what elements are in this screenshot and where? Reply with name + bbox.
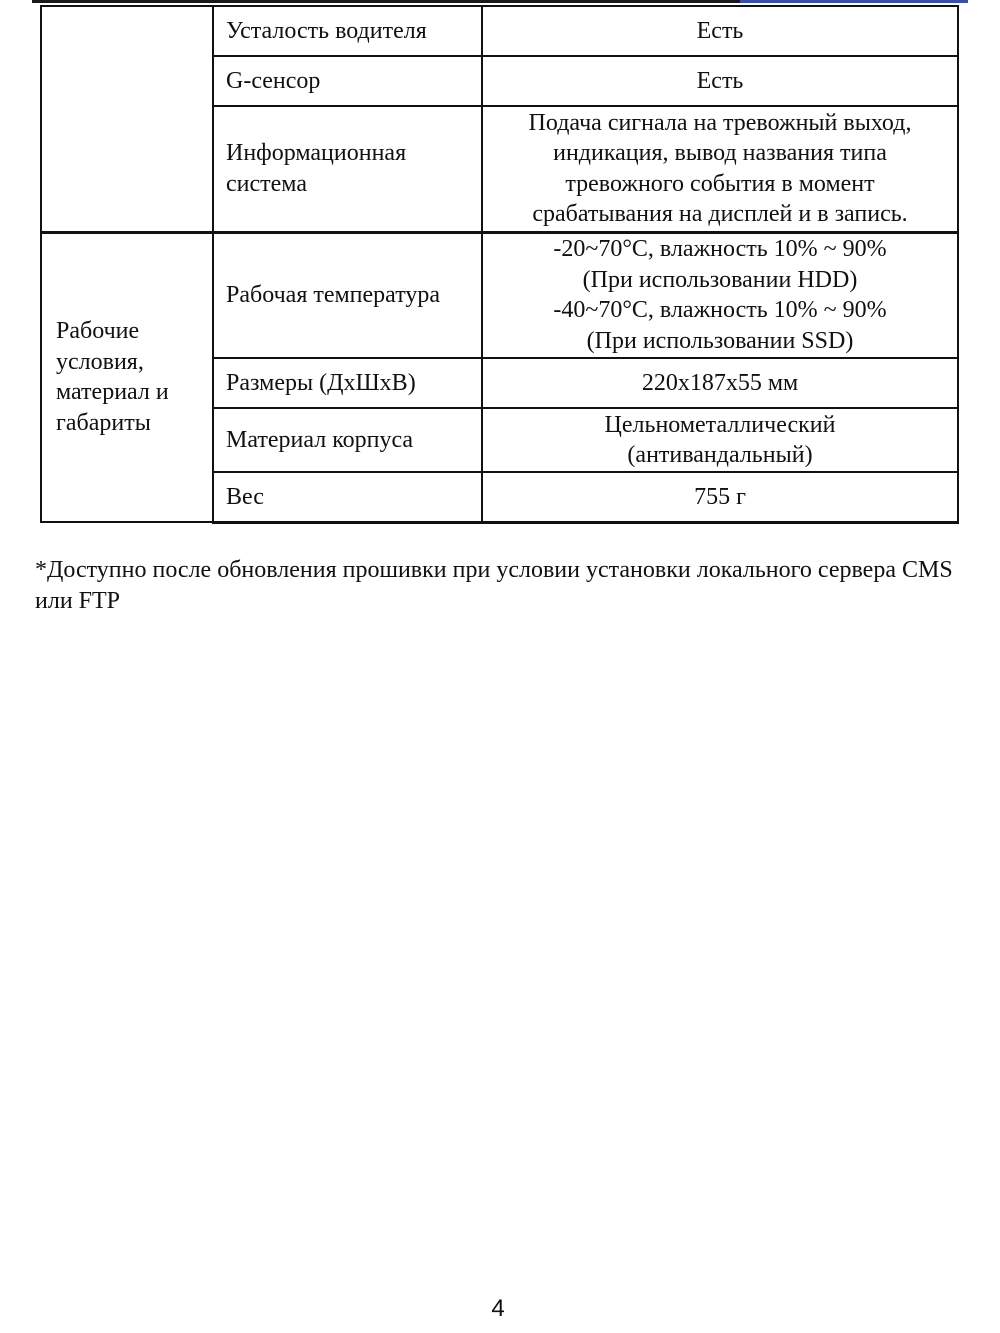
value-line: (При использовании HDD) [582,266,858,293]
value-line: Цельнометаллический [604,411,836,438]
value-line: -20~70°С, влажность 10% ~ 90% [553,236,887,263]
value-line: срабатывания на дисплей и в запись. [532,201,908,228]
top-rule-accent [740,0,968,3]
param-cell: G-сенсор [213,56,482,106]
param-cell: Вес [213,472,482,522]
value-cell [482,56,958,106]
value-line: (При использовании SSD) [586,327,854,354]
param-cell: Размеры (ДхШхВ) [213,358,482,408]
param-cell: Материал корпуса [213,408,482,472]
param-cell: Рабочая температура [213,232,482,358]
value-cell [482,358,958,408]
value-line: Есть [696,17,744,44]
value-line: 220x187x55 мм [641,369,799,396]
param-cell: Усталость водителя [213,6,482,56]
value-cell [482,106,958,232]
value-line: (антивандальный) [627,442,813,468]
group-cell-empty [41,6,213,232]
param-cell: Информационная система [213,106,482,232]
value-cell [482,232,958,358]
table-row [41,232,958,358]
value-line: -40~70°С, влажность 10% ~ 90% [553,297,887,324]
value-line: Подача сигнала на тревожный выход, [528,109,912,136]
value-line: 755 г [694,483,746,510]
page-number: 4 [491,1295,505,1322]
value-line: индикация, вывод названия типа [553,140,887,167]
table-row [41,6,958,56]
group-cell: Рабочие условия, материал и габариты [41,232,213,522]
spec-table [40,5,959,524]
value-cell [482,408,958,472]
value-line: тревожного события в момент [565,170,875,197]
footnote: *Доступно после обновления прошивки при условии установки локального сервера CMS или FTP [35,557,953,614]
value-cell [482,472,958,522]
value-line: Есть [696,67,744,94]
value-cell [482,6,958,56]
